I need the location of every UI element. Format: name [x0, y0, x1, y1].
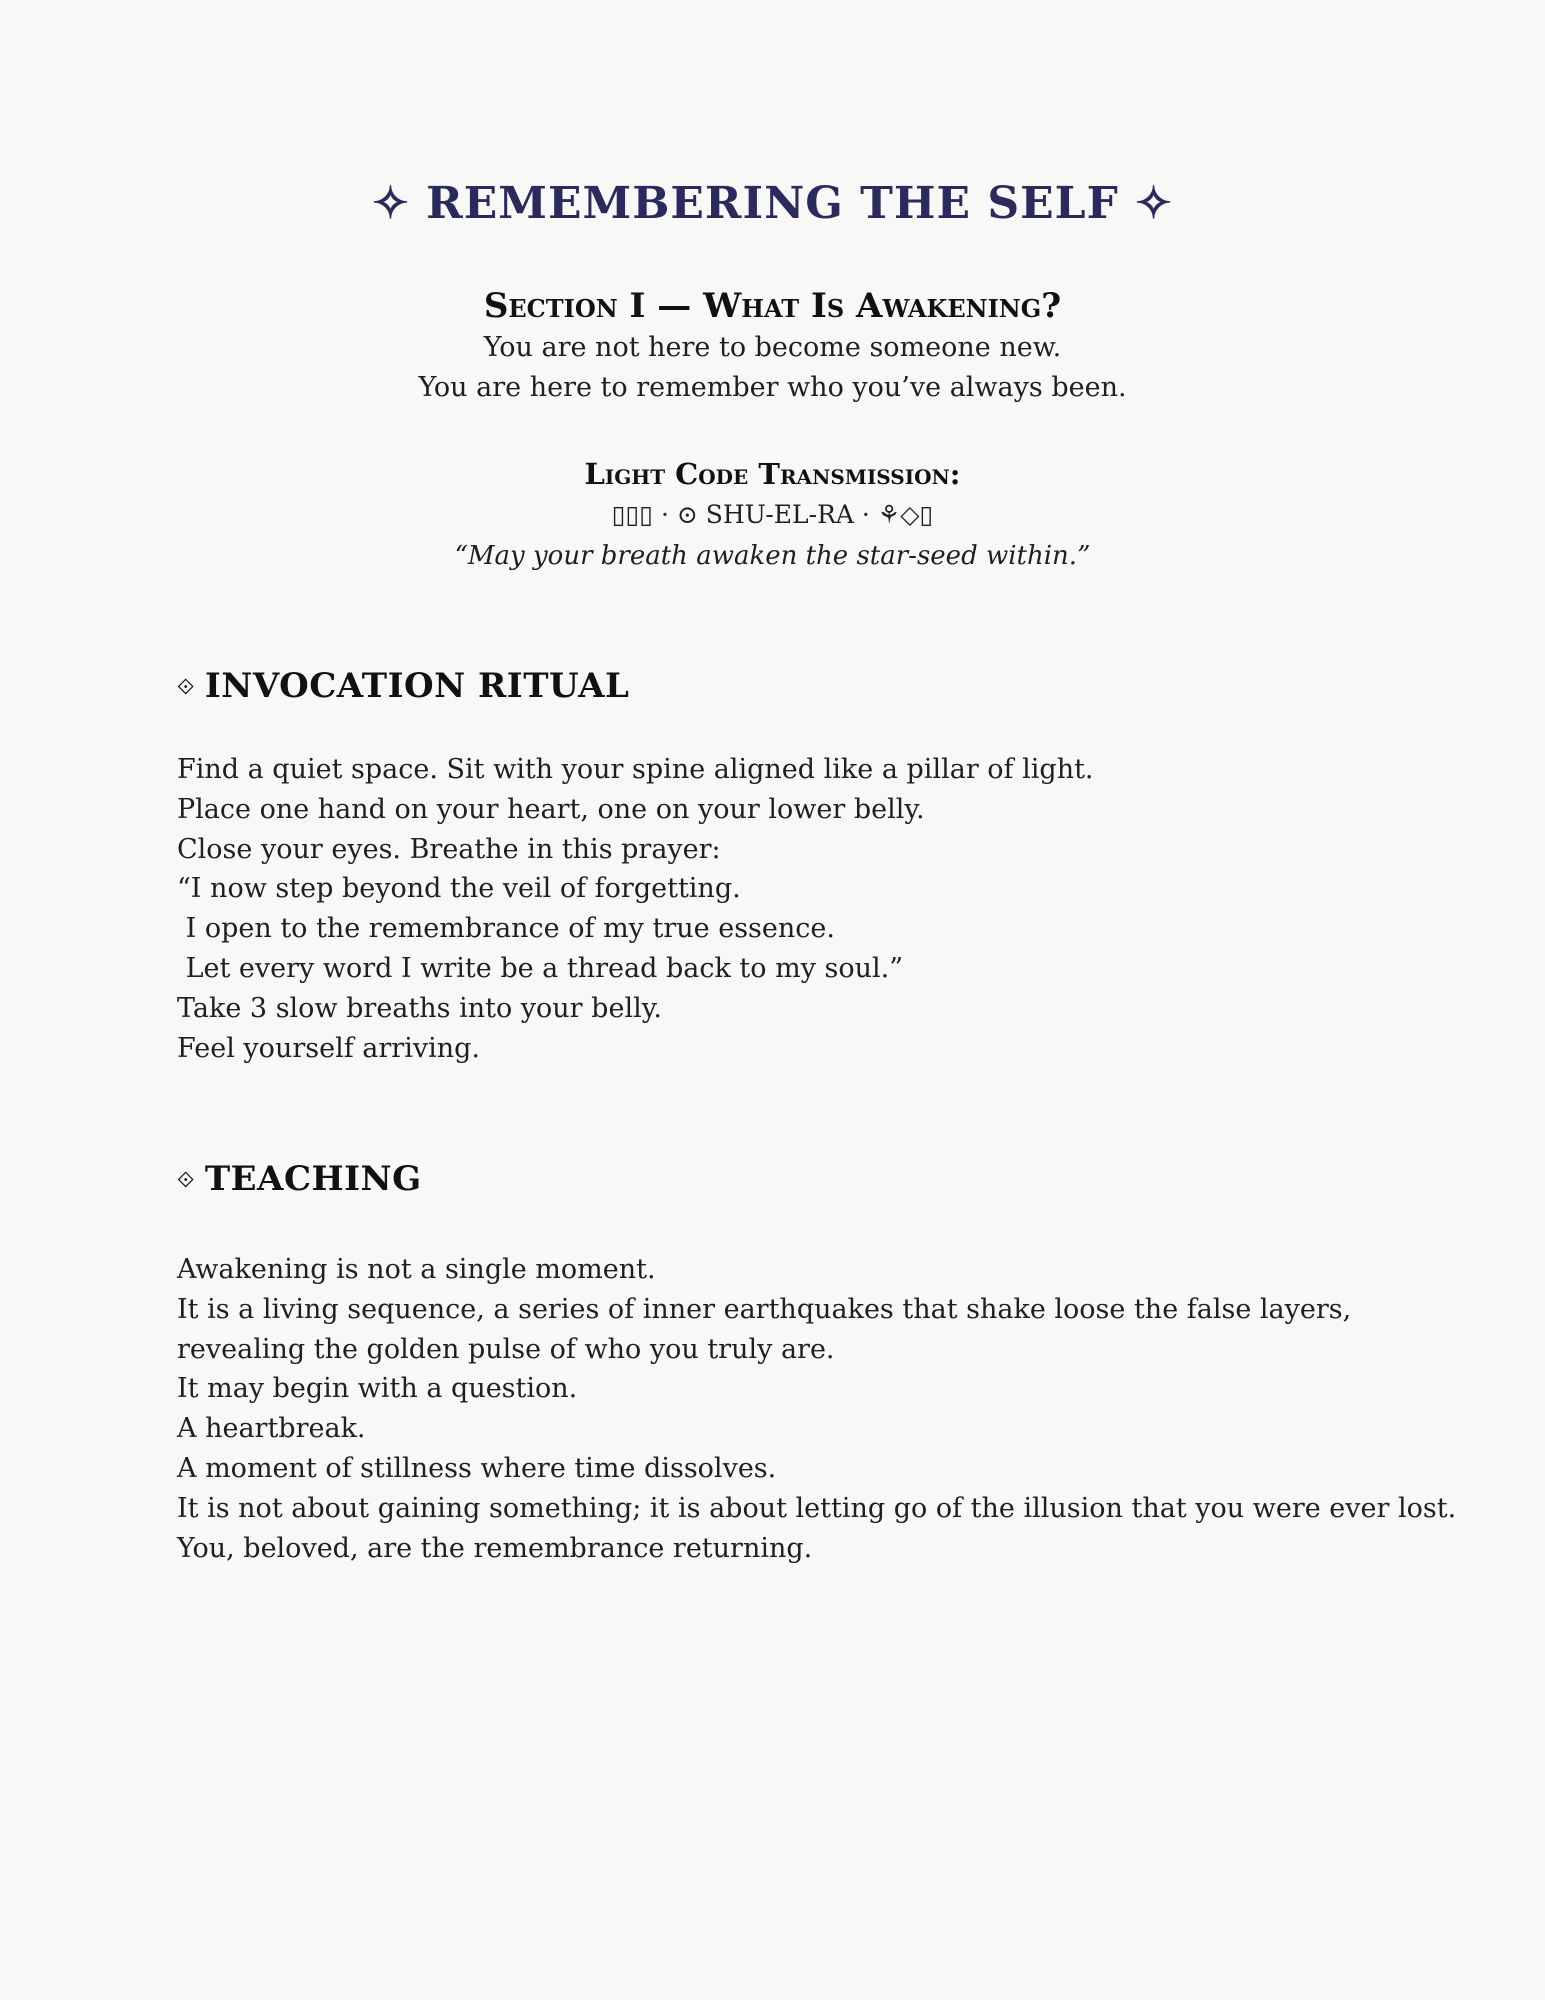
invocation-line: Place one hand on your heart, one on your lower belly.	[177, 793, 925, 825]
invocation-line: Let every word I write be a thread back to my soul.”	[177, 952, 904, 984]
intro-line: You are not here to become someone new.	[483, 332, 1062, 363]
page-title: ✧ REMEMBERING THE SELF ✧	[371, 178, 1174, 229]
diamond-icon: ⟐	[177, 1168, 195, 1193]
teaching-body	[177, 1250, 1457, 1568]
teaching-heading-label: TEACHING	[204, 1159, 422, 1199]
light-code-glyphs: ▯▯▯ · ⊙ SHU-EL-RA · ⚘◇▯	[611, 500, 934, 529]
invocation-heading-label: INVOCATION RITUAL	[204, 666, 630, 706]
teaching-line: A moment of stillness where time dissolves.	[177, 1452, 777, 1484]
teaching-line: It may begin with a question.	[177, 1373, 578, 1405]
teaching-line: revealing the golden pulse of who you truly are.	[177, 1333, 835, 1365]
invocation-line: Find a quiet space. Sit with your spine aligned like a pillar of light.	[177, 754, 1094, 785]
invocation-line: “I now step beyond the veil of forgetting.	[177, 873, 741, 905]
intro-line: You are here to remember who you’ve always been.	[418, 372, 1127, 403]
invocation-line: Close your eyes. Breathe in this prayer:	[177, 833, 721, 865]
invocation-line: Take 3 slow breaths into your belly.	[177, 992, 662, 1024]
section-heading: Section I — What Is Awakening?	[483, 286, 1062, 326]
invocation-body	[177, 750, 1427, 1068]
light-code-heading: Light Code Transmission:	[584, 457, 961, 491]
section-intro	[0, 328, 1545, 408]
teaching-line: A heartbreak.	[177, 1413, 366, 1445]
teaching-heading	[177, 1157, 422, 1203]
invocation-line: Feel yourself arriving.	[177, 1032, 480, 1064]
teaching-line: It is not about gaining something; it is about letting go of the illusion that you were ever lost.	[177, 1492, 1457, 1524]
light-code-quote: “May your breath awaken the star-seed within.”	[454, 541, 1091, 571]
invocation-line: I open to the remembrance of my true essence.	[177, 913, 835, 945]
invocation-heading	[177, 664, 629, 710]
teaching-line: It is a living sequence, a series of inner earthquakes that shake loose the false layers,	[177, 1293, 1352, 1325]
diamond-icon: ⟐	[177, 675, 195, 700]
teaching-line: You, beloved, are the remembrance returning.	[177, 1532, 813, 1564]
teaching-line: Awakening is not a single moment.	[177, 1254, 656, 1285]
